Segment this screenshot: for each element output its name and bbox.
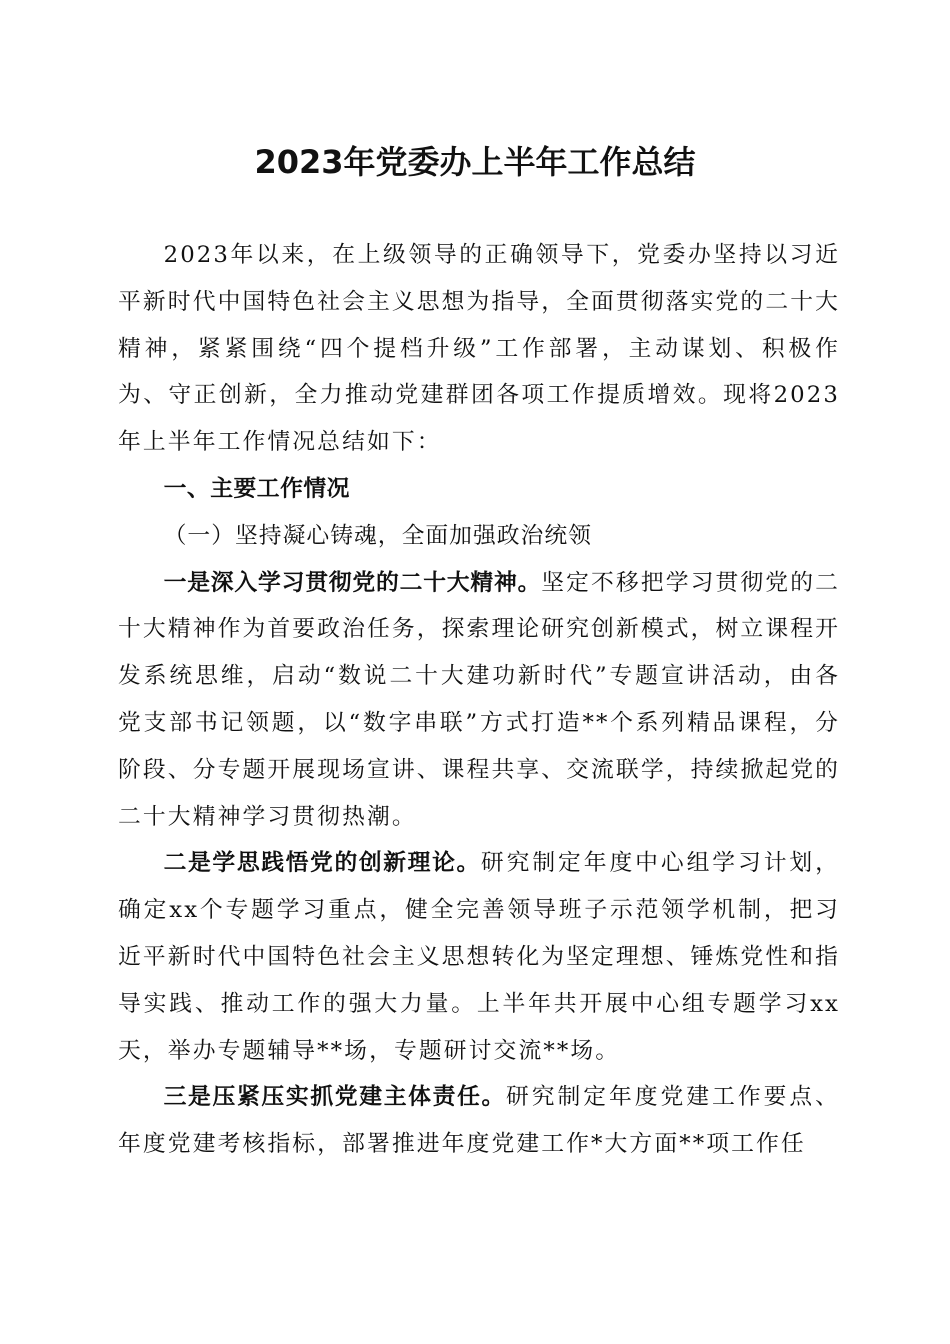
item-1-lead: 一是深入学习贯彻党的二十大精神。	[163, 569, 542, 596]
section-heading-main-work: 一、主要工作情况	[163, 475, 350, 502]
intro-paragraph: 2023年以来，在上级领导的正确领导下，党委办坚持以习近平新时代中国特色社会主义思想为指导，全面贯彻落实党的二十大精神，紧紧围绕“四个提档升级”工作部署，主动谋划、积极作为、守正创新，全力推动党建群团各项工作提质增效。现将2023年上半年工作情况总结如下：	[118, 242, 841, 456]
paragraph-item-3	[118, 1074, 840, 1168]
item-1-text: 坚定不移把学习贯彻党的二十大精神作为首要政治任务，探索理论研究创新模式，树立课程开发系统思维，启动“数说二十大建功新时代”专题宣讲活动，由各党支部书记领题，以“数字串联”方式打造**个系列精品课程，分阶段、分专题开展现场宣讲、课程共享、交流联学，持续掀起党的二十大精神学习贯彻热潮。	[118, 569, 841, 830]
item-2-lead: 二是学思践悟党的创新理论。	[163, 850, 481, 877]
item-2-text: 研究制定年度中心组学习计划，确定xx个专题学习重点，健全完善领导班子示范领学机制，把习近平新时代中国特色社会主义思想转化为坚定理想、锤炼党性和指导实践、推动工作的强大力量。上半年共开展中心组专题学习xx天，举办专题辅导**场，专题研讨交流**场。	[118, 850, 841, 1064]
paragraph-item-2	[118, 840, 840, 1074]
document-title: 2023年党委办上半年工作总结	[254, 143, 696, 181]
paragraph-item-1	[118, 560, 840, 841]
item-3-text: 研究制定年度党建工作要点、年度党建考核指标，部署推进年度党建工作*大方面**项工作任	[118, 1084, 840, 1158]
subsection-heading-political-leadership: （一）坚持凝心铸魂，全面加强政治统领	[163, 522, 592, 549]
document-body	[118, 232, 840, 1168]
item-3-lead: 三是压紧压实抓党建主体责任。	[163, 1084, 506, 1111]
